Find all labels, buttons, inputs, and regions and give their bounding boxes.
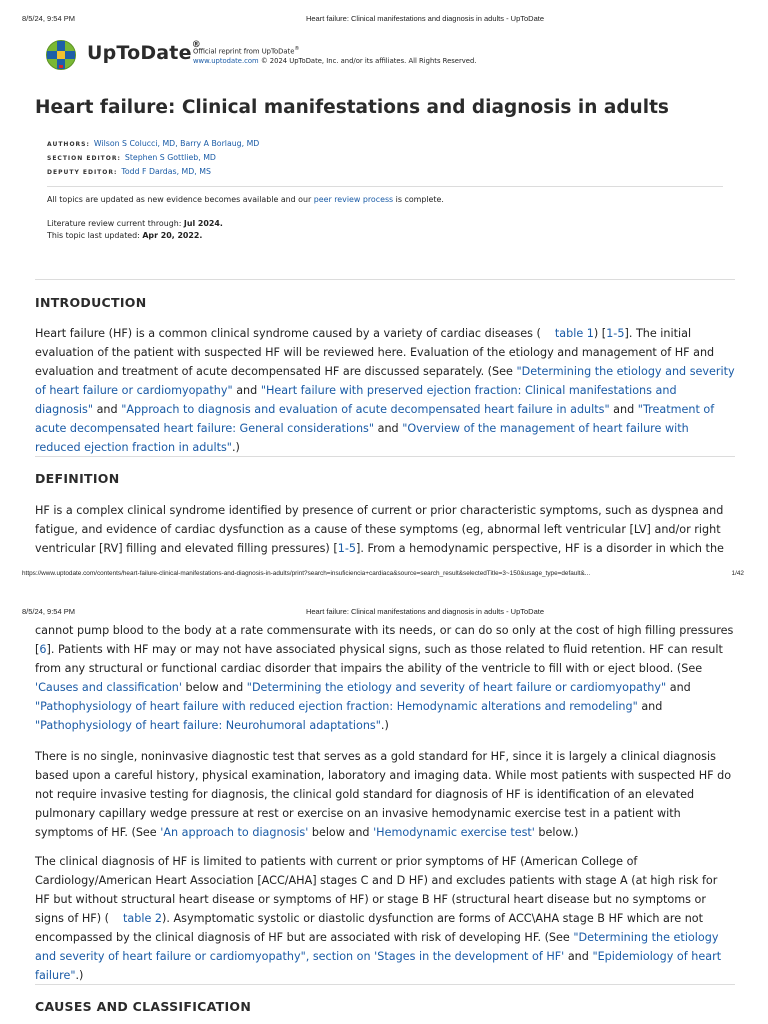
uptodate-site-link[interactable]: www.uptodate.com	[193, 57, 259, 66]
divider	[35, 984, 735, 985]
review-dates: Literature review current through: Jul 2024. This topic last updated: Apr 20, 2022.	[47, 219, 223, 240]
print-date: 8/5/24, 9:54 PM	[22, 607, 75, 616]
section-link[interactable]: 'An approach to diagnosis'	[160, 826, 309, 839]
topic-link[interactable]: "Determining the etiology and severity of heart failure or cardiomyopathy"	[35, 365, 735, 397]
print-title: Heart failure: Clinical manifestations and diagnosis in adults - UpToDate	[305, 607, 545, 616]
reference-link[interactable]: 6	[39, 643, 47, 656]
section-editor-link[interactable]: Stephen S Gottlieb, MD	[124, 153, 216, 162]
topic-link[interactable]: "Pathophysiology of heart failure with reduced ejection fraction: Hemodynamic alterations and remodeling"	[35, 700, 638, 713]
divider	[47, 186, 723, 187]
topic-link[interactable]: "Treatment of acute decompensated heart failure: General considerations"	[35, 403, 715, 435]
section-link[interactable]: 'Causes and classification'	[35, 681, 182, 694]
divider	[35, 456, 735, 457]
section-heading-definition: DEFINITION	[35, 471, 120, 486]
topic-link[interactable]: "Overview of the management of heart failure with reduced ejection fraction in adults"	[35, 422, 689, 454]
print-header	[0, 14, 768, 26]
introduction-paragraph: Heart failure (HF) is a common clinical syndrome caused by a variety of cardiac diseases ( table 1) [1-5]. The initial evaluation of the patient with suspected HF will be reviewed here. Evaluation of the etiology and management of HF and evaluation and treatment of acute decompensated HF are discussed separately. (See "Determining the etiology and severity of heart failure or cardiomyopathy" and "Heart failure with preserved ejection fraction: Clinical manifestations and diagnosis" and "Approach to diagnosis and evaluation of acute decompensated heart failure in adults" and "Treatment of acute decompensated heart failure: General considerations" and "Overview of the management of heart failure with reduced ejection fraction in adults".)	[35, 327, 735, 454]
definition-paragraph-continued: cannot pump blood to the body at a rate commensurate with its needs, or can do so only at the cost of high filling pressures [6]. Patients with HF may or may not have associated physical signs, such as those related to fluid retention. HF can result from any structural or functional cardiac disorder that impairs the ability of the ventricle to fill with or eject blood. (See 'Causes and classification' below and "Determining the etiology and severity of heart failure or cardiomyopathy" and "Pathophysiology of heart failure with reduced ejection fraction: Hemodynamic alterations and remodeling" and "Pathophysiology of heart failure: Neurohumoral adaptations".)	[35, 624, 734, 732]
clinical-diagnosis-paragraph: The clinical diagnosis of HF is limited to patients with current or prior symptoms of HF (American College of Cardiology/American Heart Association [ACC/AHA] stages C and D HF) and excludes patients with stage A (at high risk for HF but without structural heart disease or symptoms of HF) or stage B HF (structural heart disease but no symptoms or signs of HF) ( table 2). Asymptomatic systolic or diastolic dysfunction are forms of ACC\AHA stage B HF which are not encompassed by the clinical diagnosis of HF but are associated with risk of developing HF. (See "Determining the etiology and severity of heart failure or cardiomyopathy", section on 'Stages in the development of HF' and "Epidemiology of heart failure".)	[35, 855, 722, 982]
definition-paragraph: HF is a complex clinical syndrome identified by presence of current or prior characteristic symptoms, such as dyspnea and fatigue, and evidence of cardiac dysfunction as a cause of these symptoms (eg, abnormal left ventricular [LV] and/or right ventricular [RV] filling and elevated filling pressures) [1-5]. From a hemodynamic perspective, HF is a disorder in which the	[35, 504, 724, 555]
table-1-link[interactable]: table 1	[554, 327, 594, 340]
topic-link[interactable]: "Pathophysiology of heart failure: Neurohumoral adaptations"	[35, 719, 381, 732]
print-title: Heart failure: Clinical manifestations and diagnosis in adults - UpToDate	[305, 14, 545, 23]
print-date: 8/5/24, 9:54 PM	[22, 14, 75, 23]
topic-link[interactable]: "Approach to diagnosis and evaluation of acute decompensated heart failure in adults"	[121, 403, 610, 416]
uptodate-logo-icon	[45, 38, 77, 72]
divider	[35, 279, 735, 280]
section-heading-causes: CAUSES AND CLASSIFICATION	[35, 999, 252, 1014]
topic-link[interactable]: "Heart failure with preserved ejection fraction: Clinical manifestations and diagnosis"	[35, 384, 677, 416]
authors-link[interactable]: Wilson S Colucci, MD, Barry A Borlaug, MD	[93, 139, 260, 148]
topic-link[interactable]: "Epidemiology of heart failure"	[35, 950, 722, 982]
page-title: Heart failure: Clinical manifestations and diagnosis in adults	[35, 97, 669, 118]
page-number: 1/42	[731, 570, 744, 577]
peer-review-link[interactable]: peer review process	[313, 195, 394, 204]
topic-link[interactable]: "Determining the etiology and severity of heart failure or cardiomyopathy", section on 'Stages in the development of HF'	[35, 931, 719, 963]
diagnostic-test-paragraph: There is no single, noninvasive diagnostic test that serves as a gold standard for HF, since it is largely a clinical diagnosis based upon a careful history, physical examination, laboratory and imaging data. While most patients with suspected HF do not require invasive testing for diagnosis, the clinical gold standard for diagnosis of HF is identification of an elevated pulmonary capillary wedge pressure at rest or exercise on an invasive hemodynamic exercise test in a patient with symptoms of HF. (See 'An approach to diagnosis' below and 'Hemodynamic exercise test' below.)	[35, 750, 732, 839]
reference-link[interactable]: 1-5	[337, 542, 356, 555]
table-2-link[interactable]: table 2	[123, 912, 163, 925]
deputy-editor-link[interactable]: Todd F Dardas, MD, MS	[121, 167, 211, 176]
print-header	[0, 607, 768, 619]
reprint-notice: Official reprint from UpToDate® www.uptodate.com © 2024 UpToDate, Inc. and/or its affiliates. All Rights Reserved.	[193, 46, 477, 66]
article-credits: AUTHORS: Wilson S Colucci, MD, Barry A Borlaug, MD SECTION EDITOR: Stephen S Gottlieb, MD DEPUTY EDITOR: Todd F Dardas, MD, MS	[47, 139, 260, 176]
uptodate-wordmark: UpToDate®	[87, 40, 201, 64]
print-url: https://www.uptodate.com/contents/heart-failure-clinical-manifestations-and-diagnosis-in-adults/print?search=insuficiencia+cardiaca&source=search_result&selectedTitle=3~150&usage_type=default&...	[22, 570, 591, 577]
section-heading-introduction: INTRODUCTION	[35, 295, 147, 310]
reference-link[interactable]: 1-5	[606, 327, 625, 340]
update-notice: All topics are updated as new evidence becomes available and our peer review process is complete.	[47, 195, 444, 204]
section-link[interactable]: 'Hemodynamic exercise test'	[373, 826, 535, 839]
topic-link[interactable]: "Determining the etiology and severity of heart failure or cardiomyopathy"	[246, 681, 667, 694]
